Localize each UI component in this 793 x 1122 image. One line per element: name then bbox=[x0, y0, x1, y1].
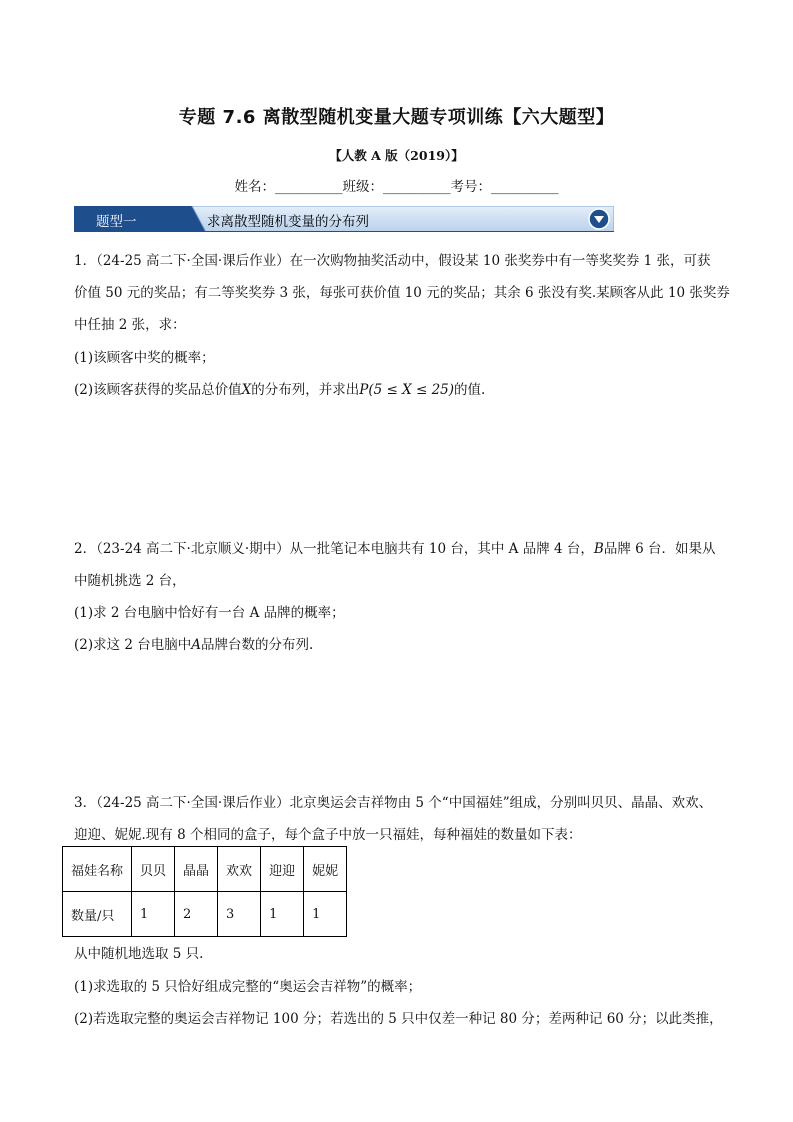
table-cell: 贝贝 bbox=[132, 847, 175, 892]
section-banner bbox=[74, 206, 614, 232]
student-info-line: 姓名：__________班级：__________考号：__________ bbox=[234, 179, 559, 195]
table-cell: 福娃名称 bbox=[63, 847, 132, 892]
math-var: A bbox=[191, 637, 202, 653]
math-expr: P(5 ≤ X ≤ 25) bbox=[359, 382, 455, 398]
table-cell: 迎迎 bbox=[261, 847, 304, 892]
table-cell: 妮妮 bbox=[304, 847, 347, 892]
q2-part2: (2)求这 2 台电脑中A品牌台数的分布列. bbox=[74, 637, 314, 653]
edition-subtitle: 【人教 A 版（2019）】 bbox=[329, 148, 464, 163]
table-cell: 1 bbox=[304, 892, 347, 937]
table-cell: 1 bbox=[132, 892, 175, 937]
q3-after-table: 从中随机地选取 5 只. bbox=[74, 946, 204, 962]
q2-line: 中随机挑选 2 台， bbox=[74, 573, 186, 589]
section-topic: 求离散型随机变量的分布列 bbox=[207, 214, 369, 230]
q3-line: 迎迎、妮妮.现有 8 个相同的盒子，每个盒子中放一只福娃，每种福娃的数量如下表： bbox=[74, 827, 582, 843]
section-tag: 题型一 bbox=[96, 214, 137, 230]
table-row bbox=[63, 892, 347, 937]
doll-table bbox=[62, 846, 347, 937]
chevron-down-icon[interactable] bbox=[588, 208, 610, 230]
table-cell: 1 bbox=[261, 892, 304, 937]
table-row bbox=[63, 847, 347, 892]
q1-part1: (1)该顾客中奖的概率； bbox=[74, 350, 215, 366]
table-cell: 欢欢 bbox=[218, 847, 261, 892]
page-title: 专题 7.6 离散型随机变量大题专项训练【六大题型】 bbox=[178, 107, 615, 128]
q3-part2: (2)若选取完整的奥运会吉祥物记 100 分；若选出的 5 只中仅差一种记 80 分；差两种记 60 分；以此类推， bbox=[74, 1011, 723, 1027]
q2-line: 2．（23-24 高二下·北京顺义·期中）从一批笔记本电脑共有 10 台，其中 A 品牌 4 台，B品牌 6 台．如果从 bbox=[74, 541, 716, 557]
q1-line: 价值 50 元的奖品；有二等奖奖券 3 张，每张可获价值 10 元的奖品；其余 6 张没有奖.某顾客从此 10 张奖券 bbox=[74, 285, 730, 301]
q2-part1: (1)求 2 台电脑中恰好有一台 A 品牌的概率； bbox=[74, 605, 345, 621]
table-cell: 3 bbox=[218, 892, 261, 937]
q1-part2: (2)该顾客获得的奖品总价值X的分布列，并求出P(5 ≤ X ≤ 25)的值. bbox=[74, 382, 486, 398]
q1-line: 中任抽 2 张，求： bbox=[74, 317, 186, 333]
q3-line: 3．（24-25 高二下·全国·课后作业）北京奥运会吉祥物由 5 个“中国福娃”组成，分别叫贝贝、晶晶、欢欢、 bbox=[74, 795, 713, 811]
table-cell: 数量/只 bbox=[63, 892, 132, 937]
table-cell: 晶晶 bbox=[175, 847, 218, 892]
math-var: X bbox=[241, 382, 252, 398]
math-var: B bbox=[593, 541, 604, 557]
q3-part1: (1)求选取的 5 只恰好组成完整的“奥运会吉祥物”的概率； bbox=[74, 979, 422, 995]
q1-line: 1．（24-25 高二下·全国·课后作业）在一次购物抽奖活动中，假设某 10 张奖券中有一等奖奖券 1 张，可获 bbox=[74, 253, 711, 269]
table-cell: 2 bbox=[175, 892, 218, 937]
